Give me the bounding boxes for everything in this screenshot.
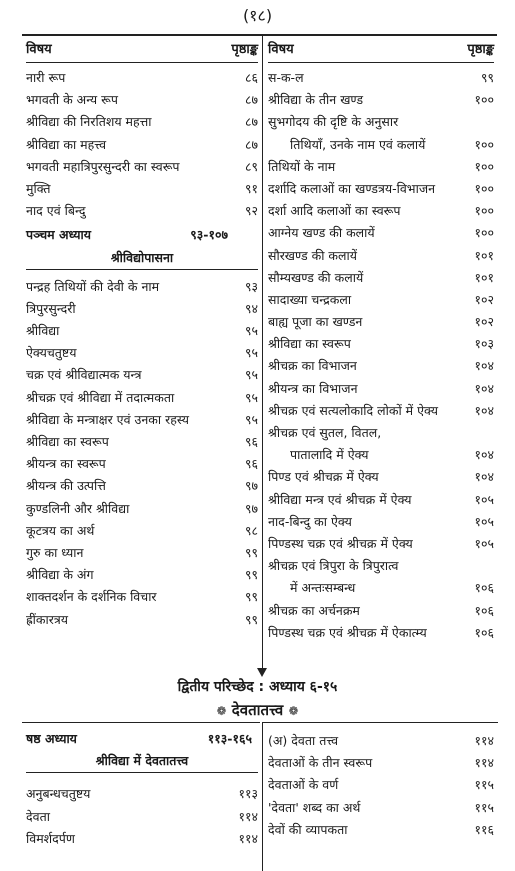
toc-entry: [268, 600, 494, 622]
entry-title: विमर्शदर्पण: [26, 830, 75, 846]
entry-page: ९८: [244, 522, 258, 538]
subject-header: विषय: [268, 42, 294, 57]
entry-title: श्रीविद्या की निरतिशय महत्ता: [26, 114, 152, 130]
entry-page: ११५: [474, 799, 494, 815]
entry-page: ८७: [244, 114, 258, 130]
toc-entry: [268, 355, 494, 377]
entry-page: ९७: [244, 478, 258, 494]
entry-title: श्रीयन्त्र की उत्पत्ति: [26, 478, 106, 494]
entry-title: ऐक्यचतुष्टय: [26, 345, 77, 361]
entry-page: ११४: [238, 830, 258, 846]
page-number: (१८): [242, 6, 273, 25]
entry-title: श्रीचक्र एवं त्रिपुरा के त्रिपुरात्व: [268, 558, 399, 574]
toc-entry: [268, 222, 494, 244]
entry-title: श्रीचक्र का अर्चनक्रम: [268, 602, 360, 618]
entry-title: पातालादि में ऐक्य: [290, 447, 369, 463]
toc-entry: [268, 422, 494, 444]
entry-page: १०६: [474, 580, 494, 596]
toc-entry: [268, 577, 494, 599]
toc-entry: [26, 475, 258, 497]
entry-page: १०५: [474, 535, 494, 551]
toc-entry: [26, 498, 258, 520]
toc-entry: [26, 409, 258, 431]
entry-title: श्रीविद्या: [26, 323, 60, 339]
toc-entry: [268, 67, 494, 89]
entry-title: शाक्तदर्शन के दर्शनिक विचार: [26, 589, 157, 605]
toc-entry: [26, 806, 258, 828]
toc-entry: [26, 387, 258, 409]
entry-title: श्रीचक्र का विभाजन: [268, 358, 357, 374]
entry-title: देवों की व्यापकता: [268, 821, 348, 837]
toc-entry: [268, 444, 494, 466]
toc-entry: [268, 200, 494, 222]
entry-title: नाद एवं बिन्दु: [26, 203, 86, 219]
entry-page: ९४: [244, 300, 258, 316]
page-header: पृष्ठाङ्क: [231, 42, 258, 57]
entry-title: स-क-ल: [268, 70, 304, 85]
entry-page: १०३: [474, 336, 494, 352]
toc-entry: [26, 564, 258, 586]
entry-page: १०१: [474, 247, 494, 263]
entry-page: १०६: [474, 624, 494, 640]
entry-title: श्रीविद्या के अंग: [26, 567, 94, 583]
entry-page: ९९: [244, 567, 258, 583]
entry-page: १०२: [474, 291, 494, 307]
entry-title: श्रीयन्त्र का स्वरूप: [26, 456, 106, 472]
entry-title: त्रिपुरसुन्दरी: [26, 300, 76, 316]
entry-title: नारी रूप: [26, 70, 66, 85]
entry-title: सौम्यखण्ड की कलायें: [268, 269, 364, 285]
toc-entry: [26, 364, 258, 386]
toc-entry: [26, 828, 258, 850]
toc-entry: [26, 134, 258, 156]
subject-header: विषय: [26, 42, 52, 57]
ornament-icon: ❁: [216, 704, 227, 718]
toc-entry: [268, 797, 494, 819]
toc-entry: [26, 783, 258, 805]
entry-title: भगवती के अन्य रूप: [26, 92, 118, 108]
entry-page: १०४: [474, 358, 494, 374]
toc-entry: [268, 622, 494, 644]
toc-entry: [268, 555, 494, 577]
entry-title: पिण्डस्थ चक्र एवं श्रीचक्र में ऐकात्म्य: [268, 624, 427, 640]
toc-entry: [268, 730, 494, 752]
toc-entry: [268, 311, 494, 333]
part-heading: द्वितीय परिच्छेद : अध्याय ६-१५: [177, 679, 338, 695]
entry-page: १०४: [474, 469, 494, 485]
entry-title: श्रीविद्या मन्त्र एवं श्रीचक्र में ऐक्य: [268, 491, 412, 507]
toc-entry: [26, 453, 258, 475]
entry-title: कुण्डलिनी और श्रीविद्या: [26, 500, 130, 516]
entry-title: कूटत्रय का अर्थ: [26, 522, 95, 538]
toc-entry: [268, 333, 494, 355]
entry-page: ११५: [474, 777, 494, 793]
entry-page: १००: [474, 158, 494, 174]
entry-title: नाद-बिन्दु का ऐक्य: [268, 513, 352, 529]
entry-page: ९९: [480, 70, 494, 85]
entry-page: ९३: [244, 278, 258, 294]
entry-title: दर्शा आदि कलाओं का स्वरूप: [268, 203, 401, 219]
toc-entry: [268, 289, 494, 311]
toc-entry: [26, 320, 258, 342]
chapter-subtitle: श्रीविद्योपासना: [26, 247, 258, 270]
entry-page: ९७: [244, 500, 258, 516]
entry-page: ९५: [244, 323, 258, 339]
chapter-heading: षष्ठ अध्याय ११३-१६५: [26, 731, 252, 746]
bottom-left-column: [26, 728, 258, 850]
entry-page: ९९: [244, 589, 258, 605]
entry-page: १०६: [474, 602, 494, 618]
toc-entry: [268, 111, 494, 133]
entry-page: ११४: [474, 733, 494, 748]
column-divider: [262, 36, 263, 672]
entry-page: ९५: [244, 367, 258, 383]
top-rule: [22, 34, 497, 36]
toc-entry: [26, 67, 258, 89]
entry-page: १००: [474, 180, 494, 196]
entry-page: ९५: [244, 345, 258, 361]
toc-entry: [268, 378, 494, 400]
entry-title: तिथियों के नाम: [268, 158, 336, 174]
toc-entry: [268, 156, 494, 178]
toc-entry: [26, 111, 258, 133]
toc-entry: [26, 431, 258, 453]
entry-title: गुरु का ध्यान: [26, 544, 84, 560]
entry-title: सुभगोदय की दृष्टि के अनुसार: [268, 114, 399, 130]
entry-title: बाह्य पूजा का खण्डन: [268, 314, 363, 330]
toc-entry: [26, 178, 258, 200]
toc-entry: [268, 511, 494, 533]
toc-entry: [26, 200, 258, 222]
entry-page: १०५: [474, 513, 494, 529]
entry-page: १००: [474, 225, 494, 241]
entry-page: १०२: [474, 314, 494, 330]
entry-page: ९५: [244, 389, 258, 405]
toc-entry: [268, 245, 494, 267]
entry-page: १००: [474, 92, 494, 108]
toc-entry: [26, 586, 258, 608]
toc-entry: [26, 298, 258, 320]
entry-title: श्रीविद्या के मन्त्राक्षर एवं उनका रहस्य: [26, 411, 189, 427]
toc-entry: [26, 89, 258, 111]
entry-page: ९५: [244, 411, 258, 427]
toc-entry: [268, 466, 494, 488]
entry-title: पिण्डस्थ चक्र एवं श्रीचक्र में ऐक्य: [268, 535, 413, 551]
entry-page: १०४: [474, 380, 494, 396]
entry-title: में अन्तःसम्बन्ध: [290, 580, 356, 596]
toc-entry: [268, 267, 494, 289]
entry-title: दर्शादि कलाओं का खण्डत्रय-विभाजन: [268, 180, 436, 196]
toc-entry: [268, 134, 494, 156]
toc-entry: [268, 178, 494, 200]
entry-title: ह्रींकारत्रय: [26, 611, 68, 627]
entry-title: आग्नेय खण्ड की कलायें: [268, 225, 375, 241]
chapter-heading: पञ्चम अध्याय ९३-१०७: [26, 227, 228, 243]
right-column: [268, 38, 494, 644]
entry-page: ८७: [244, 136, 258, 152]
entry-title: श्रीविद्या का स्वरूप: [268, 336, 351, 352]
entry-title: देवता: [26, 808, 50, 824]
entry-title: पिण्ड एवं श्रीचक्र में ऐक्य: [268, 469, 379, 485]
entry-title: श्रीचक्र एवं सुतल, वितल,: [268, 425, 382, 440]
left-header: [26, 38, 258, 63]
entry-page: ९६: [244, 434, 258, 449]
entry-page: ११६: [474, 821, 494, 837]
divider-arrow: [257, 668, 267, 677]
entry-page: ९२: [244, 203, 258, 219]
toc-entry: [268, 533, 494, 555]
page-header: पृष्ठाङ्क: [467, 42, 494, 57]
toc-entry: [26, 276, 258, 298]
toc-entry: [26, 609, 258, 631]
right-header: [268, 38, 494, 63]
entry-page: ९९: [244, 611, 258, 627]
ornament-icon: ❁: [288, 704, 299, 718]
entry-page: ११४: [474, 755, 494, 771]
entry-title: अनुबन्धचतुष्टय: [26, 786, 91, 802]
entry-title: श्रीयन्त्र का विभाजन: [268, 380, 358, 396]
entry-title: तिथियाँ, उनके नाम एवं कलायें: [290, 136, 426, 152]
entry-title: श्रीविद्या का स्वरूप: [26, 434, 109, 449]
entry-page: १०१: [474, 269, 494, 285]
toc-entry: [26, 520, 258, 542]
toc-entry: [268, 400, 494, 422]
left-column: [26, 38, 258, 631]
entry-page: ९९: [244, 544, 258, 560]
entry-page: ११४: [238, 808, 258, 824]
entry-title: भगवती महात्रिपुरसुन्दरी का स्वरूप: [26, 158, 180, 174]
entry-page: १०५: [474, 491, 494, 507]
entry-title: श्रीविद्या के तीन खण्ड: [268, 92, 364, 108]
entry-page: ११३: [238, 786, 258, 802]
toc-entry: [26, 342, 258, 364]
entry-title: (अ) देवता तत्त्व: [268, 733, 339, 748]
entry-title: 'देवता' शब्द का अर्थ: [268, 799, 361, 815]
entry-page: ९१: [244, 180, 258, 196]
entry-title: श्रीचक्र एवं सत्यलोकादि लोकों में ऐक्य: [268, 402, 438, 418]
entry-title: सौरखण्ड की कलायें: [268, 247, 357, 263]
entry-title: सादाख्या चन्द्रकला: [268, 291, 352, 307]
entry-page: ९६: [244, 456, 258, 472]
entry-page: १०४: [474, 402, 494, 418]
entry-page: १००: [474, 203, 494, 219]
entry-title: मुक्ति: [26, 180, 51, 196]
entry-title: चक्र एवं श्रीविद्यात्मक यन्त्र: [26, 367, 142, 383]
toc-entry: [268, 752, 494, 774]
bottom-right-column: [268, 730, 494, 841]
entry-title: श्रीचक्र एवं श्रीविद्या में तदात्मकता: [26, 389, 175, 405]
entry-page: १०४: [474, 447, 494, 463]
entry-page: ८६: [244, 70, 258, 85]
toc-entry: [26, 542, 258, 564]
toc-entry: [268, 774, 494, 796]
entry-title: पन्द्रह तिथियों की देवी के नाम: [26, 278, 160, 294]
section-heading: [0, 700, 515, 720]
toc-entry: [268, 819, 494, 841]
entry-title: देवताओं के वर्ण: [268, 777, 339, 793]
section-title: देवतातत्त्व: [231, 701, 284, 719]
toc-entry: [268, 489, 494, 511]
toc-entry: [268, 89, 494, 111]
entry-title: श्रीविद्या का महत्त्व: [26, 136, 107, 152]
entry-page: ८९: [244, 158, 258, 174]
toc-entry: [26, 156, 258, 178]
entry-page: १००: [474, 136, 494, 152]
entry-page: ८७: [244, 92, 258, 108]
chapter-subtitle: श्रीविद्या में देवतातत्त्व: [26, 750, 258, 773]
entry-title: देवताओं के तीन स्वरूप: [268, 755, 373, 771]
